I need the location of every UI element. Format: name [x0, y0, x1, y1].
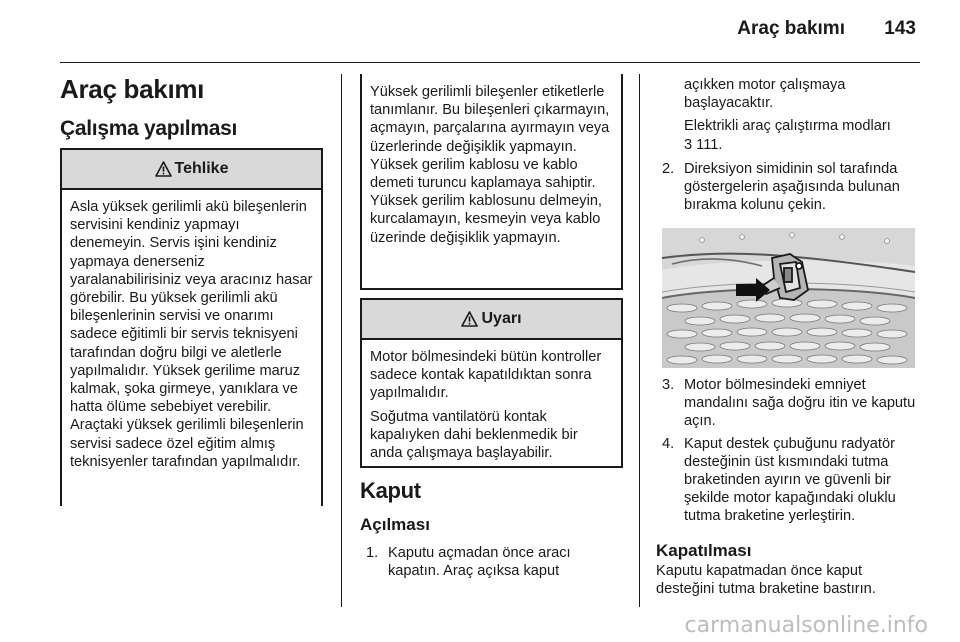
opening-subheading: Açılması — [360, 515, 430, 534]
column-divider-1 — [341, 74, 342, 607]
closing-subheading: Kapatılması — [656, 541, 752, 560]
danger-box-header — [62, 150, 321, 190]
step-4-text: Kaput destek çubuğunu radyatör desteğinin üst kısmındaki tutma braketinden ayırın ve güvenli bir şekilde motor kapağındaki oluklu tutma braketine yerleştirin. — [684, 435, 896, 525]
kaput-heading: Kaput — [360, 478, 421, 503]
danger-box-body — [62, 190, 321, 482]
danger-box-continued — [360, 74, 623, 290]
danger-box-continued-body — [362, 74, 621, 258]
right-top-text — [662, 76, 922, 218]
warning-box-label: Uyarı — [481, 310, 522, 327]
warning-box-body — [362, 340, 621, 473]
warning-box — [360, 298, 623, 468]
column-divider-2 — [639, 74, 640, 607]
hood-release-figure — [662, 228, 915, 368]
danger-box — [60, 148, 323, 506]
step-3-text: Motor bölmesindeki emniyet mandalını sağa doğru itin ve kaputu açın. — [684, 377, 916, 430]
warning-box-para-2: Soğutma vantilatörü kontak kapalıyken dahi beklenmedik bir anda çalışmaya başlayabilir. — [370, 408, 578, 462]
warning-box-para-1: Motor bölmesindeki bütün kontroller sadece kontak kapatıldıktan sonra yapılmalıdır. — [370, 349, 602, 402]
step-3-number: 3. — [662, 377, 675, 393]
warning-triangle-icon — [155, 161, 172, 177]
step-2 — [662, 160, 922, 215]
step-3 — [662, 376, 922, 431]
step-2-text: Direksiyon simidinin sol tarafında göstergelerin aşağısında bulunan bırakma kolunu çekin. — [684, 160, 900, 214]
warning-box-header — [362, 300, 621, 340]
step-4 — [662, 435, 922, 526]
right-bottom-steps — [662, 376, 922, 530]
step-1 — [366, 544, 624, 580]
running-header-title: Araç bakımı — [737, 18, 845, 39]
middle-steps — [366, 544, 624, 584]
page-heading: Araç bakımı — [60, 74, 205, 104]
step-1-number: 1. — [366, 545, 379, 561]
grille-latch-illustration — [662, 228, 915, 368]
page-number: 143 — [884, 18, 916, 39]
step-2-number: 2. — [662, 160, 675, 177]
closing-text: Kaputu kapatmadan önce kaput desteğini tutma braketine bastırın. — [656, 563, 876, 598]
step-1-continued: açıkken motor çalışmaya başlayacaktır. — [684, 77, 846, 112]
step-4-number: 4. — [662, 435, 675, 452]
page-reference[interactable]: 3 111. — [684, 136, 723, 153]
danger-box-continued-text: Yüksek gerilimli bileşenler etiketlerle tanımlanır. Bu bileşenleri çıkarmayın, açmayın, parçalarına ayırmayın veya üzerlerinde değişiklik yapmayın. Yüksek gerilim kablosu ve kablo demeti turuncu kaplamaya sahiptir. Yüksek gerilim kablosunu delmeyin, kurcalamayın, kesmeyin veya kablo üzerinde değişiklik yapmayın. — [370, 84, 610, 246]
section-subheading: Çalışma yapılması — [60, 117, 237, 140]
danger-box-text: Asla yüksek gerilimli akü bileşenlerin servisini kendiniz yapmayı denemeyin. Servis işini kendiniz yapmaya denerseniz yaralanabilirisiniz veya aracınız hasar görebilir. Bu yüksek gerilimli akü bileşenlerinin servisi ve onarımı sadece eğitimli bir servis teknisyeni tarafından doğru bilgi ve aletlerle yapılmalıdır. Yüksek gerilime maruz kalmak, şoka girmeye, yanıklara ve hatta ölüme sebebiyet verebilir. Araçtaki yüksek gerilimli bileşenlerin servisi sadece özel eğitim almış teknisyenler tarafından yapılmalıdır. — [70, 199, 313, 470]
watermark: carmanualsonline.info — [684, 613, 928, 638]
step-1-note: Elektrikli araç çalıştırma modları 3 111. — [684, 118, 891, 153]
danger-box-label: Tehlike — [174, 160, 229, 177]
header-rule — [60, 62, 920, 63]
warning-triangle-icon — [461, 311, 478, 327]
step-1-text: Kaputu açmadan önce aracı kapatın. Araç açıksa kaput — [388, 545, 571, 580]
